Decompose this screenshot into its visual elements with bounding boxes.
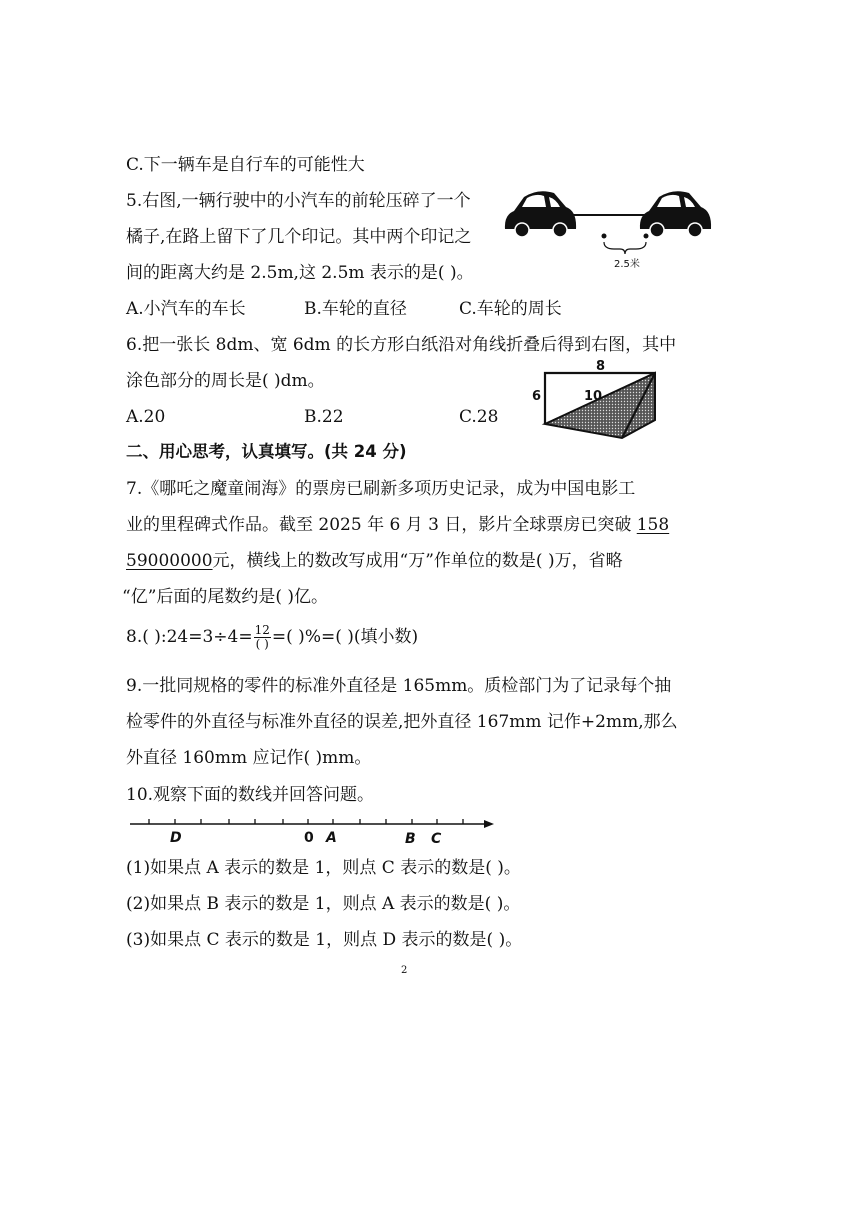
number-line-arrow (484, 820, 494, 828)
q9-line-3: 外直径 160mm 应记作( )mm。 (126, 748, 372, 768)
q8-line (126, 624, 418, 651)
q9-line-1: 9.一批同规格的零件的标准外直径是 165mm。质检部门为了记录每个抽 (126, 676, 672, 696)
label-top-8: 8 (596, 359, 606, 374)
q5-option-a: A.小汽车的车长 (126, 299, 246, 319)
q7-number-part-2: 59000000 (126, 551, 213, 571)
q8-fraction-denominator: ( ) (255, 637, 269, 651)
q5-line-3: 间的距离大约是 2.5m,这 2.5m 表示的是( )。 (126, 263, 474, 283)
q5-line-1: 5.右图,一辆行驶中的小汽车的前轮压碎了一个 (126, 191, 471, 211)
car-right-icon (640, 191, 711, 237)
car-orange-figure (500, 185, 715, 270)
q7-line-4: “亿”后面的尾数约是( )亿。 (122, 587, 329, 607)
q8-text-post: =( )%=( )(填小数) (271, 627, 419, 647)
q8-fraction-numerator: 12 (254, 623, 270, 637)
q10-sub-3: (3)如果点 C 表示的数是 1，则点 D 表示的数是( )。 (126, 930, 523, 950)
label-diag-10: 10 (584, 389, 603, 404)
q10-sub-2: (2)如果点 B 表示的数是 1，则点 A 表示的数是( )。 (126, 894, 521, 914)
q7-line-3-text: 元，横线上的数改写成用“万”作单位的数是( )万，省略 (212, 551, 623, 571)
q5-option-c: C.车轮的周长 (459, 299, 562, 319)
q7-number-part-1: 158 (636, 515, 670, 535)
q6-line-2: 涂色部分的周长是( )dm。 (126, 371, 325, 391)
number-line-figure (128, 812, 498, 848)
number-line-label-a: A (326, 830, 337, 846)
q10-sub-1: (1)如果点 A 表示的数是 1，则点 C 表示的数是( )。 (126, 858, 521, 878)
distance-label: 2.5米 (614, 259, 640, 270)
q7-line-2 (126, 513, 669, 537)
q5-line-2: 橘子,在路上留下了几个印记。其中两个印记之 (126, 227, 472, 247)
folded-rectangle-figure (530, 358, 665, 440)
number-line-label-c: C (431, 831, 442, 847)
q6-option-a: A.20 (126, 407, 166, 427)
orange-mark-right (644, 234, 649, 239)
number-line-label-b: B (405, 831, 416, 847)
q10-intro: 10.观察下面的数线并回答问题。 (126, 785, 375, 805)
q6-line-1: 6.把一张长 8dm、宽 6dm 的长方形白纸沿对角线折叠后得到右图，其中 (126, 335, 677, 355)
q4-option-c: C.下一辆车是自行车的可能性大 (126, 155, 365, 175)
q6-option-b: B.22 (304, 407, 344, 427)
section-2-heading: 二、用心思考，认真填写。(共 24 分) (126, 442, 407, 461)
q8-text-pre: 8.( ):24=3÷4= (126, 627, 253, 647)
orange-mark-left (602, 234, 607, 239)
distance-brace (604, 242, 646, 254)
car-left-icon (505, 191, 576, 237)
q9-line-2: 检零件的外直径与标准外直径的误差,把外直径 167mm 记作+2mm,那么 (126, 712, 678, 732)
number-line-label-d: D (170, 830, 182, 846)
label-left-6: 6 (532, 389, 542, 404)
q5-option-b: B.车轮的直径 (304, 299, 407, 319)
q7-line-1: 7.《哪吒之魔童闹海》的票房已刷新多项历史记录，成为中国电影工 (126, 479, 636, 499)
page-number: 2 (401, 965, 408, 976)
q7-line-3 (126, 549, 623, 573)
q6-option-c: C.28 (459, 407, 499, 427)
q8-fraction (254, 624, 271, 651)
q7-line-2-text: 业的里程碑式作品。截至 2025 年 6 月 3 日，影片全球票房已突破 (126, 515, 637, 535)
number-line-label-zero: 0 (304, 830, 314, 846)
